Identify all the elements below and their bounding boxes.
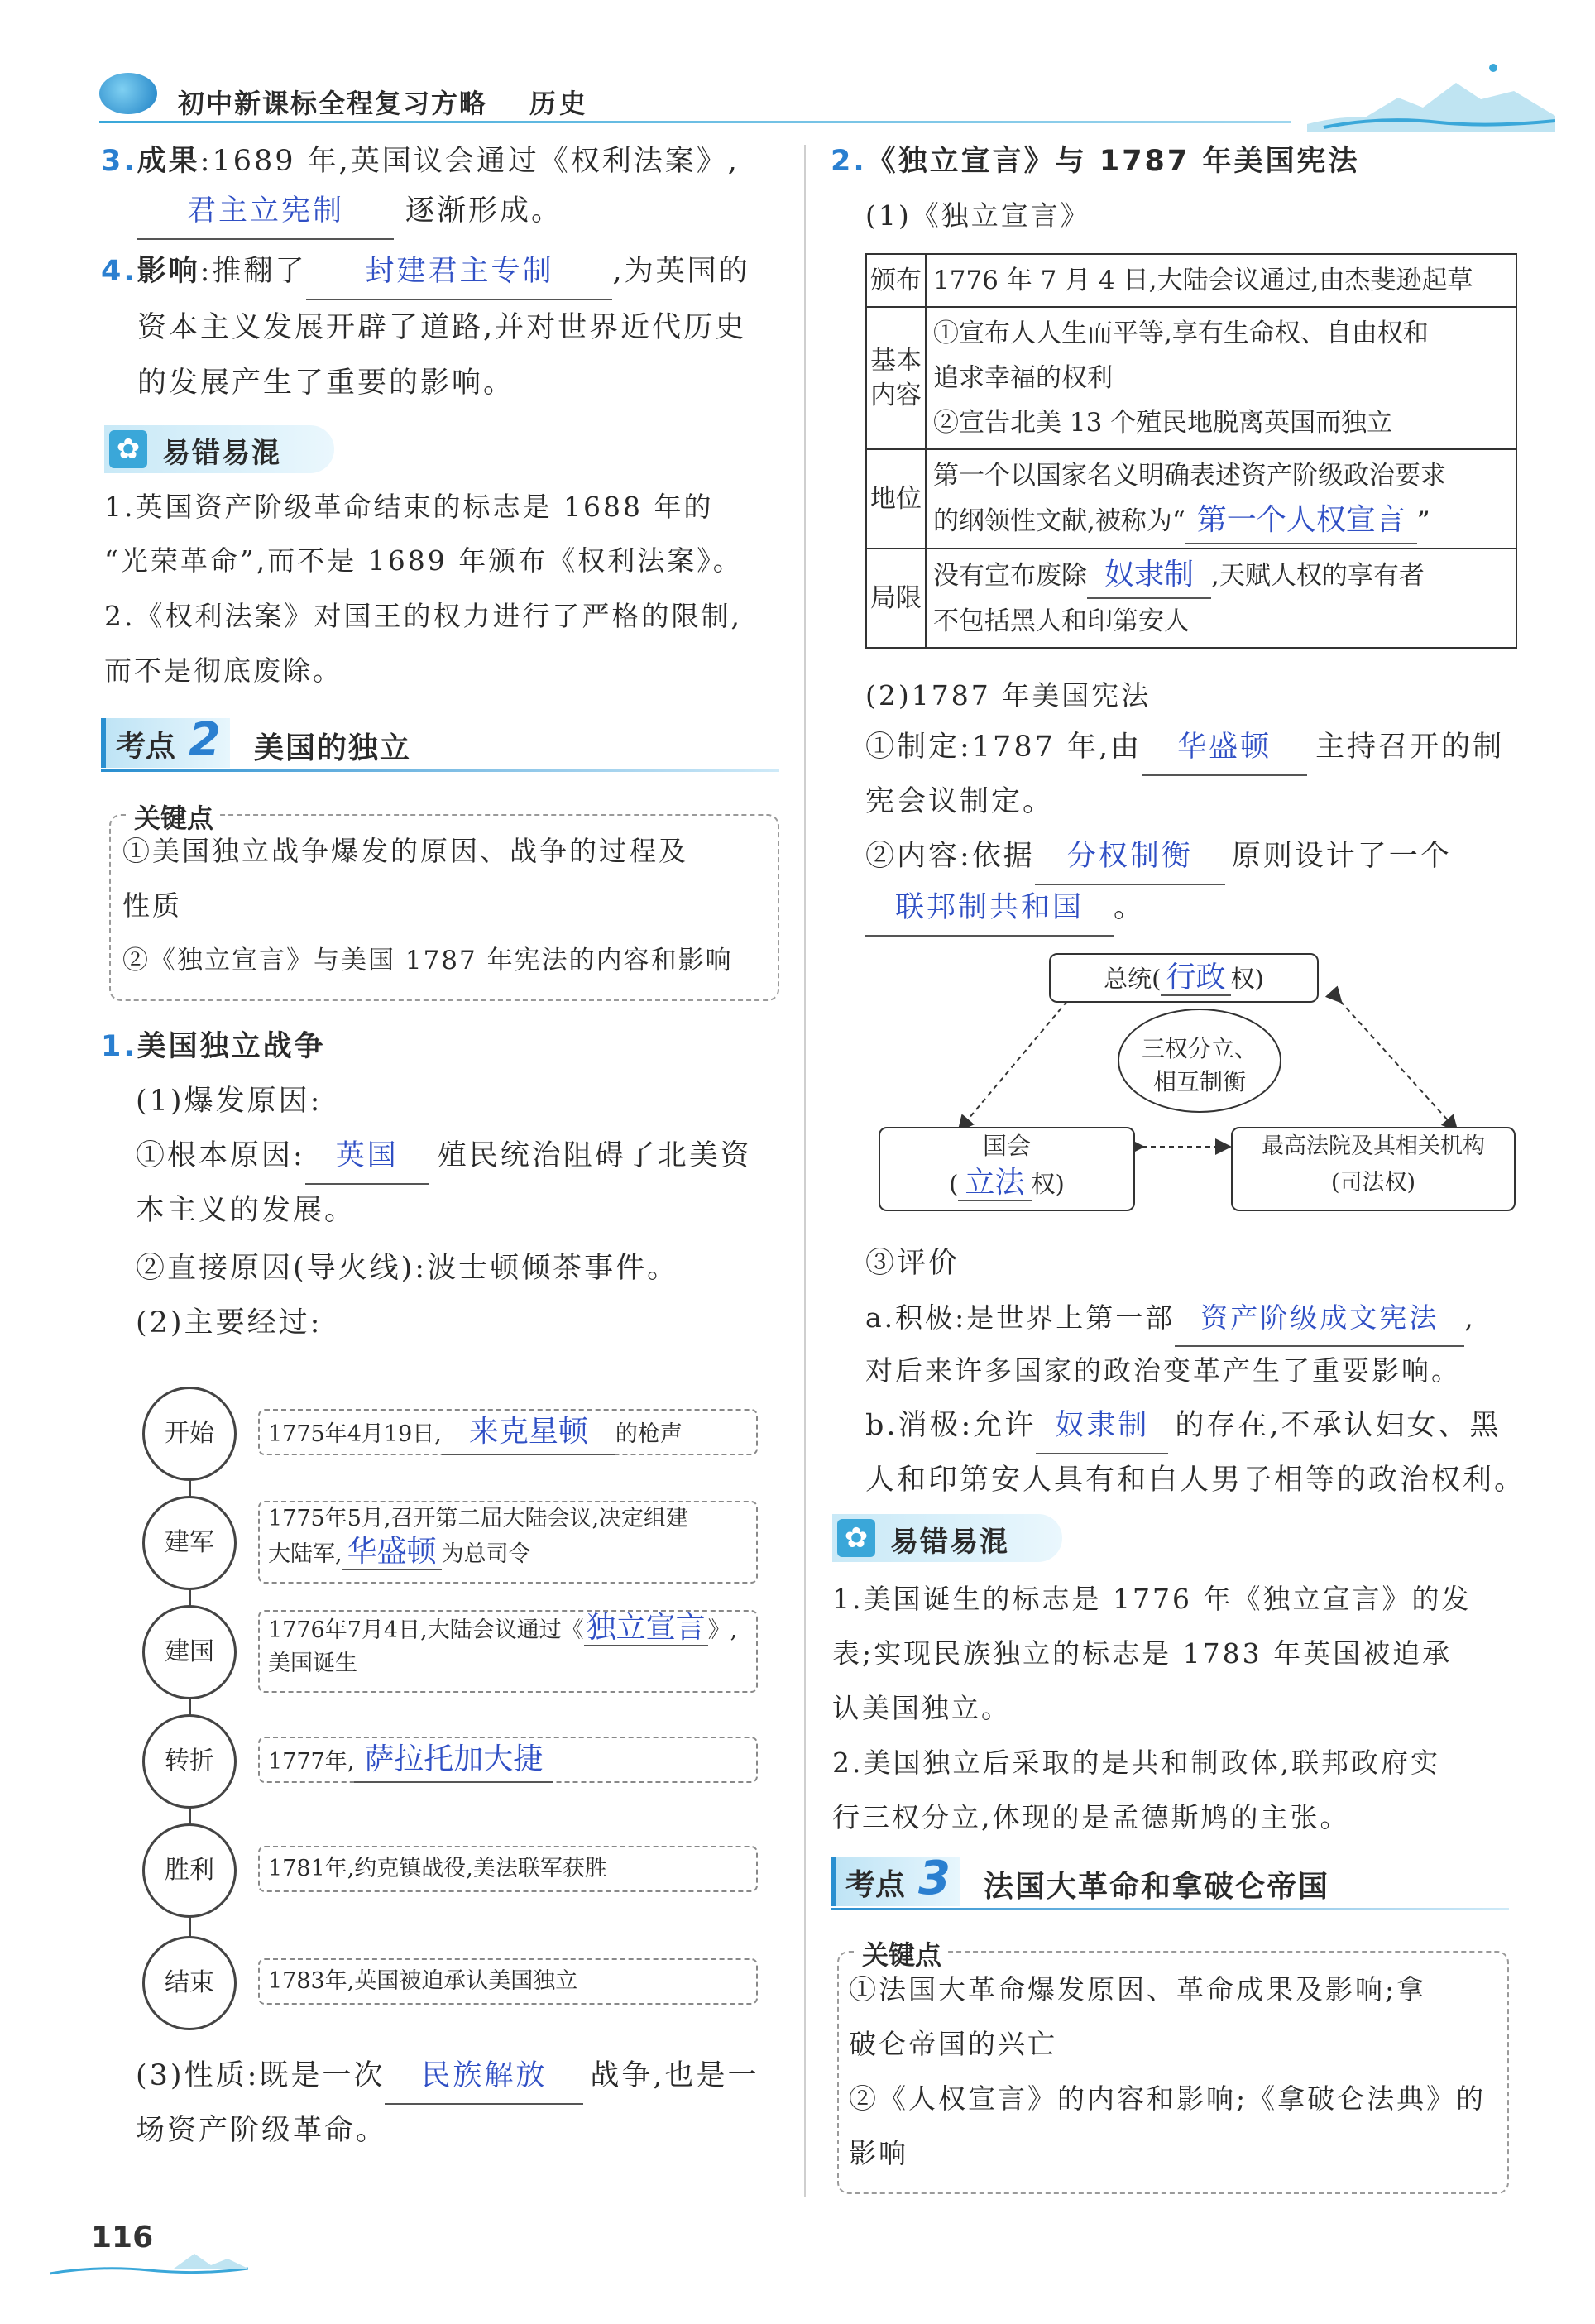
item3-line2: 君主立宪制 逐渐形成。	[137, 184, 563, 240]
timeline-box-army: 1775年5月,召开第二届大陆会议,决定组建 大陆军, 华盛顿 为总司令	[258, 1501, 758, 1584]
key3-line-1: 破仑帝国的兴亡	[849, 2028, 1057, 2060]
answer-washington-1: 华盛顿	[342, 1536, 442, 1570]
confuse-banner-1: ✿ 易错易混	[104, 425, 334, 473]
table-row	[866, 549, 1516, 648]
table-row	[866, 254, 1516, 307]
content-line2: 联邦制共和国 。	[865, 880, 1145, 937]
president-box: 总统( 行政 权)	[1049, 953, 1319, 1003]
congress-box: 国会 ( 立法 权)	[879, 1127, 1135, 1211]
confuse1-line-2: 2.《权利法案》对国王的权力进行了严格的限制,	[104, 600, 742, 632]
row-text-content: ①宣布人人生而平等,享有生命权、自由权和 追求幸福的权利 ②宣告北美 13 个殖民地脱离英国而独立	[926, 307, 1516, 449]
row-head-issued: 颁布	[866, 254, 926, 307]
key2-line-0: ①美国独立战争爆发的原因、战争的过程及	[122, 835, 688, 867]
answer-washington-2: 华盛顿	[1142, 720, 1307, 776]
nature-line2: 场资产阶级革命。	[136, 2114, 388, 2147]
key-points-box-3: 关键点 ①法国大革命爆发原因、革命成果及影响;拿 破仑帝国的兴亡 ②《人权宣言》的内容和影响;《拿破仑法典》的 影响	[837, 1951, 1509, 2194]
confuse1-line-0: 1.英国资产阶级革命结束的标志是 1688 年的	[104, 491, 714, 523]
confuse2-line-0: 1.美国诞生的标志是 1776 年《独立宣言》的发	[832, 1583, 1472, 1615]
center-label: 三权分立、 相互制衡	[1141, 1035, 1257, 1095]
answer-checks-balances: 分权制衡	[1035, 829, 1225, 885]
answer-slavery-1: 奴隶制	[1087, 553, 1211, 599]
nature-line1: (3)性质:既是一次 民族解放 战争,也是一	[136, 2048, 759, 2105]
positive-line2: 对后来许多国家的政治变革产生了重要影响。	[865, 1354, 1461, 1387]
decl-title: (1)《独立宣言》	[865, 199, 1090, 232]
table-row	[866, 449, 1516, 549]
court-box: 最高法院及其相关机构 (司法权)	[1231, 1127, 1516, 1211]
answer-national-liberation: 民族解放	[385, 2048, 583, 2105]
timeline-box-start: 1775年4月19日, 来克星顿 的枪声	[258, 1409, 758, 1455]
declaration-table	[865, 253, 1517, 649]
page-number: 116	[91, 2221, 154, 2255]
answer-federal-republic: 联邦制共和国	[865, 880, 1114, 937]
stage-start: 开始	[142, 1387, 237, 1481]
answer-bourgeois-constitution: 资产阶级成文宪法	[1175, 1291, 1464, 1347]
kaodian-2-heading: 考点 2 美国的独立	[101, 718, 779, 769]
positive-line1: a.积极:是世界上第一部 资产阶级成文宪法 ,	[865, 1291, 1476, 1347]
row-text-status: 第一个以国家名义明确表述资产阶级政治要求 的纲领性文献,被称为“ 第一个人权宣言 ”	[926, 449, 1516, 549]
war-heading: 1.美国独立战争	[101, 1030, 326, 1063]
answer-slavery-2: 奴隶制	[1036, 1398, 1168, 1454]
confuse2-line-1: 表;实现民族独立的标志是 1783 年英国被迫承	[832, 1637, 1453, 1670]
confuse2-line-4: 行三权分立,体现的是孟德斯鸠的主张。	[832, 1801, 1350, 1833]
root-cause: ①根本原因: 英国 殖民统治阻碍了北美资	[136, 1128, 752, 1185]
stage-army: 建军	[142, 1496, 237, 1590]
stage-end: 结束	[142, 1936, 237, 2030]
make-line2: 宪会议制定。	[865, 785, 1055, 818]
constitution-title: (2)1787 年美国宪法	[865, 679, 1152, 712]
header-rule	[99, 121, 1291, 123]
row-text-limits: 没有宣布废除 奴隶制 ,天赋人权的享有者 不包括黑人和印第安人	[926, 549, 1516, 648]
stage-victory: 胜利	[142, 1823, 237, 1918]
key3-line-0: ①法国大革命爆发原因、革命成果及影响;拿	[849, 1973, 1427, 2005]
flower-icon: ✿	[837, 1519, 875, 1557]
subject-label: 历史	[529, 88, 590, 119]
row-text-issued: 1776 年 7 月 4 日,大陆会议通过,由杰斐逊起草	[926, 254, 1516, 307]
answer-britain: 英国	[305, 1128, 429, 1185]
key3-line-3: 影响	[849, 2137, 908, 2169]
timeline-box-end: 1783年,英国被迫承认美国独立	[258, 1958, 758, 2005]
key2-line-2: ②《独立宣言》与美国 1787 年宪法的内容和影响	[122, 946, 733, 975]
root-cause-line2: 本主义的发展。	[136, 1194, 357, 1227]
answer-executive: 行政	[1161, 961, 1230, 996]
stage-turning: 转折	[142, 1714, 237, 1809]
item4-line2: 资本主义发展开辟了道路,并对世界近代历史	[137, 311, 747, 344]
make-line1: ①制定:1787 年,由 华盛顿 主持召开的制	[865, 720, 1504, 776]
table-row	[866, 307, 1516, 449]
answer-declaration: 独立宣言	[584, 1612, 708, 1646]
eval-title: ③评价	[865, 1247, 960, 1280]
timeline-box-turning: 1777年, 萨拉托加大捷	[258, 1737, 758, 1783]
answer-first-human-rights: 第一个人权宣言	[1185, 498, 1417, 544]
wave-decoration	[50, 2240, 248, 2282]
answer-saratoga: 萨拉托加大捷	[354, 1738, 553, 1783]
page-header	[0, 0, 1595, 124]
answer-lexington: 来克星顿	[442, 1411, 615, 1455]
item3-line1: 3.成果:1689 年,英国议会通过《权利法案》,	[101, 145, 740, 178]
cause-title: (1)爆发原因:	[136, 1085, 323, 1118]
row-head-status: 地位	[866, 449, 926, 549]
negative-line1: b.消极:允许 奴隶制 的存在,不承认妇女、黑	[865, 1398, 1501, 1454]
kaodian-3-heading: 考点 3 法国大革命和拿破仑帝国	[831, 1857, 1509, 1908]
column-divider	[804, 145, 806, 2197]
content-line1: ②内容:依据 分权制衡 原则设计了一个	[865, 829, 1452, 885]
confuse2-line-3: 2.美国独立后采取的是共和制政体,联邦政府实	[832, 1747, 1440, 1779]
stage-founding: 建国	[142, 1605, 237, 1699]
confuse-banner-2: ✿ 易错易混	[832, 1514, 1062, 1562]
key2-line-1: 性质	[122, 889, 182, 922]
item4-line1: 4.影响:推翻了 封建君主专制 ,为英国的	[101, 244, 750, 300]
answer-constitutional-monarchy: 君主立宪制	[137, 184, 394, 240]
row-head-content: 基本内容	[866, 307, 926, 449]
key-points-box-2: 关键点 ①美国独立战争爆发的原因、战争的过程及 性质 ②《独立宣言》与美国 1787 年宪法的内容和影响	[109, 814, 779, 1001]
timeline-box-victory: 1781年,约克镇战役,美法联军获胜	[258, 1846, 758, 1892]
flower-icon: ✿	[109, 430, 147, 468]
book-title: 初中新课标全程复习方略	[178, 88, 488, 119]
direct-cause: ②直接原因(导火线):波士顿倾茶事件。	[136, 1252, 679, 1285]
negative-line2: 人和印第安人具有和白人男子相等的政治权利。	[865, 1464, 1526, 1497]
item4-line3: 的发展产生了重要的影响。	[137, 367, 515, 400]
confuse2-line-2: 认美国独立。	[832, 1692, 1011, 1724]
process-title: (2)主要经过:	[136, 1306, 323, 1339]
publisher-logo	[99, 73, 157, 114]
mountain-decoration	[1307, 58, 1555, 132]
timeline-box-founding: 1776年7月4日,大陆会议通过《独立宣言 》, 美国诞生	[258, 1610, 758, 1693]
section2-heading: 2.《独立宣言》与 1787 年美国宪法	[831, 145, 1360, 178]
answer-legislative: 立法	[958, 1166, 1031, 1201]
key3-line-2: ②《人权宣言》的内容和影响;《拿破仑法典》的	[849, 2082, 1487, 2115]
confuse1-line-3: 而不是彻底废除。	[104, 654, 342, 687]
row-head-limits: 局限	[866, 549, 926, 648]
answer-feudal-absolutism: 封建君主专制	[306, 244, 612, 300]
confuse1-line-1: “光荣革命”,而不是 1689 年颁布《权利法案》。	[104, 544, 743, 577]
